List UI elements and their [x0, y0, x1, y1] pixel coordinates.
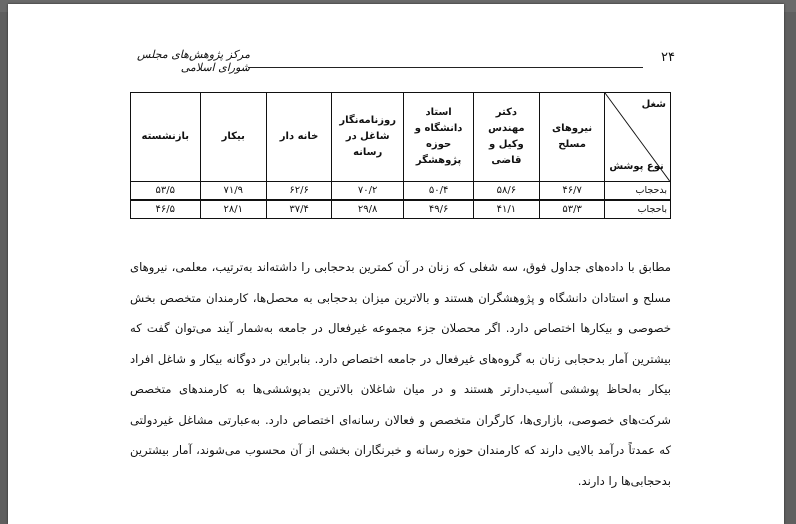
table-cell: ۶۲/۶ — [266, 182, 331, 201]
column-header: بازنشسته — [131, 93, 201, 182]
column-header: بیکار — [200, 93, 266, 182]
table-cell: ۵۰/۴ — [404, 182, 474, 201]
column-header: روزنامه‌نگار شاغل در رسانه — [332, 93, 404, 182]
table-cell: ۲۸/۱ — [200, 200, 266, 219]
column-header: استاد دانشگاه و حوزه پژوهشگر — [404, 93, 474, 182]
table-corner-cell — [605, 93, 671, 182]
column-header: دکتر مهندس وکیل و قاضی — [474, 93, 540, 182]
table-cell: ۲۹/۸ — [332, 200, 404, 219]
table-cell: ۵۳/۳ — [539, 200, 605, 219]
page-number: ۲۴ — [661, 50, 675, 65]
hijab-by-occupation-table — [130, 92, 671, 219]
column-header: خانه دار — [266, 93, 331, 182]
table-cell: ۳۷/۴ — [266, 200, 331, 219]
table-cell: ۷۰/۲ — [332, 182, 404, 201]
table-cell: ۵۳/۵ — [131, 182, 201, 201]
table-cell: ۴۱/۱ — [474, 200, 540, 219]
body-paragraph: مطابق با داده‌های جداول فوق، سه شغلی که زنان در آن کمترین بدحجابی را داشته‌اند به‌ترتیب، معلمی، نیروهای مسلح و استادان دانشگاه و پژوهشگران هستند و بالاترین میزان بدحجابی به محصل‌ها، کارمندان متخصص بخش خصوصی و بیکارها اختصاص دارد. اگر محصلان جزء مجموعه غیرفعال در جامعه به‌شمار آیند می‌توان گفت که بیشترین آمار بدحجابی زنان به گروه‌های غیرفعال در جامعه اختصاص دارد. بنابراین در دوگانه بیکار و شاغل افراد بیکار به‌لحاظ پوششی آسیب‌دارتر هستند و در میان شاغلان بالاترین بدپوششی‌ها به کارمندهای متخصص شرکت‌های خصوصی، بازاری‌ها، کارگران متخصص و فعالان رسانه‌ای اختصاص دارد. به‌عبارتی مشاغل غیردولتی که عمدتاً درآمد بالایی دارند که کارمندان حوزه رسانه و خبرنگاران بخشی از آن محسوب می‌شوند، آمار بیشترین بدحجابی‌ها را دارند. — [130, 260, 671, 488]
running-title: مرکز پژوهش‌های مجلس شورای اسلامی — [137, 48, 250, 74]
corner-label-occupation: شغل — [641, 99, 666, 110]
table-cell: ۴۹/۶ — [404, 200, 474, 219]
table-cell: ۴۶/۵ — [131, 200, 201, 219]
table-row — [131, 200, 671, 219]
row-label: باحجاب — [605, 200, 671, 219]
table-cell: ۷۱/۹ — [200, 182, 266, 201]
table-row — [131, 182, 671, 201]
body-text — [130, 252, 671, 496]
row-label: بدحجاب — [605, 182, 671, 201]
table-cell: ۵۸/۶ — [474, 182, 540, 201]
table-cell: ۴۶/۷ — [539, 182, 605, 201]
column-header: نیروهای مسلح — [539, 93, 605, 182]
header-rule — [248, 67, 643, 68]
corner-label-coverage: نوع پوشش — [609, 161, 664, 172]
table-header-row — [131, 93, 671, 182]
